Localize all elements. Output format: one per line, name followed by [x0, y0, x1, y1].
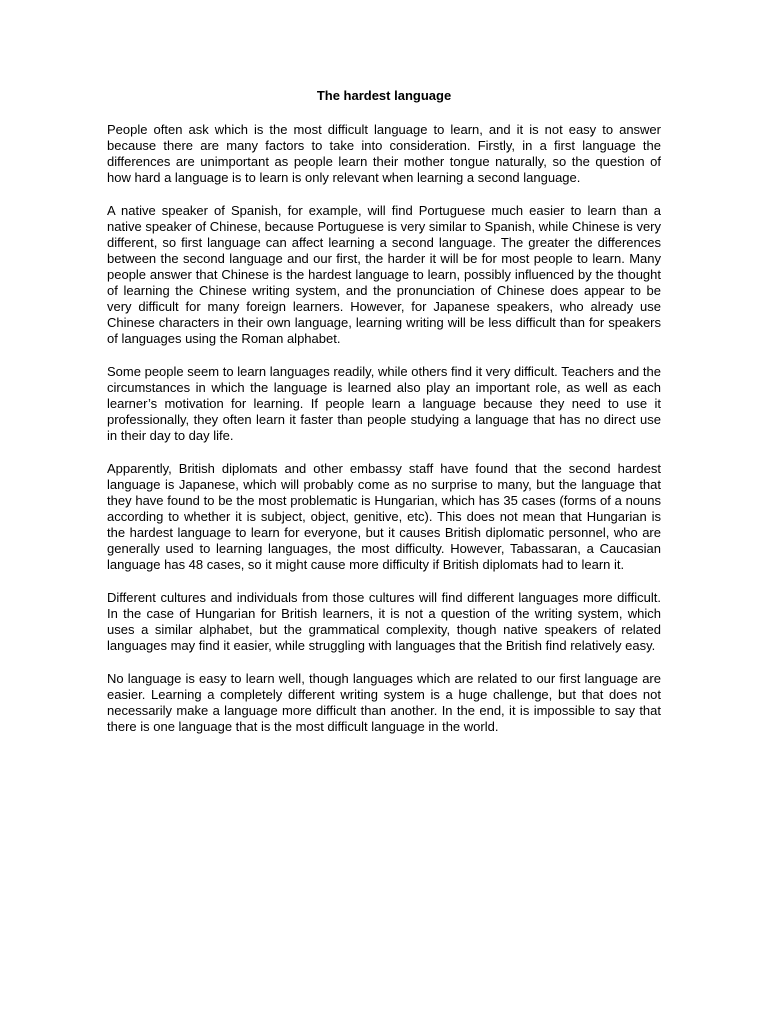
document-page: [107, 88, 661, 752]
paragraph-3: Some people seem to learn languages readily, while others find it very difficult. Teachers and the circumstances in which the language is learned also play an important role, as well as each learner’s motivation for learning. If people learn a language because they need to use it professionally, they often learn it faster than people studying a language that has no direct use in their day to day life.: [107, 364, 661, 443]
document-title: The hardest language: [316, 88, 452, 103]
paragraph-5: Different cultures and individuals from those cultures will find different languages more difficult. In the case of Hungarian for British learners, it is not a question of the writing system, which uses a similar alphabet, but the grammatical complexity, though native speakers of related languages may find it easier, while struggling with languages that the British find relatively easy.: [107, 590, 661, 653]
paragraph-2: A native speaker of Spanish, for example, will find Portuguese much easier to learn than a native speaker of Chinese, because Portuguese is very similar to Spanish, while Chinese is very different, so first language can affect learning a second language. The greater the differences between the second language and our first, the harder it will be for most people to learn. Many people answer that Chinese is the hardest language to learn, possibly influenced by the thought of learning the Chinese writing system, and the pronunciation of Chinese does appear to be very difficult for many foreign learners. However, for Japanese speakers, who already use Chinese characters in their own language, learning writing will be less difficult than for speakers of languages using the Roman alphabet.: [107, 203, 661, 346]
paragraph-1: People often ask which is the most difficult language to learn, and it is not easy to answer because there are many factors to take into consideration. Firstly, in a first language the differences are unimportant as people learn their mother tongue naturally, so the question of how hard a language is to learn is only relevant when learning a second language.: [107, 122, 661, 185]
paragraph-6: No language is easy to learn well, though languages which are related to our first language are easier. Learning a completely different writing system is a huge challenge, but that does not necessarily make a language more difficult than another. In the end, it is impossible to say that there is one language that is the most difficult language in the world.: [107, 671, 661, 734]
paragraph-4: Apparently, British diplomats and other embassy staff have found that the second hardest language is Japanese, which will probably come as no surprise to many, but the language that they have found to be the most problematic is Hungarian, which has 35 cases (forms of a nouns according to whether it is subject, object, genitive, etc). This does not mean that Hungarian is the hardest language to learn for everyone, but it causes British diplomatic personnel, who are generally used to learning languages, the most difficulty. However, Tabassaran, a Caucasian language has 48 cases, so it might cause more difficulty if British diplomats had to learn it.: [107, 461, 661, 572]
